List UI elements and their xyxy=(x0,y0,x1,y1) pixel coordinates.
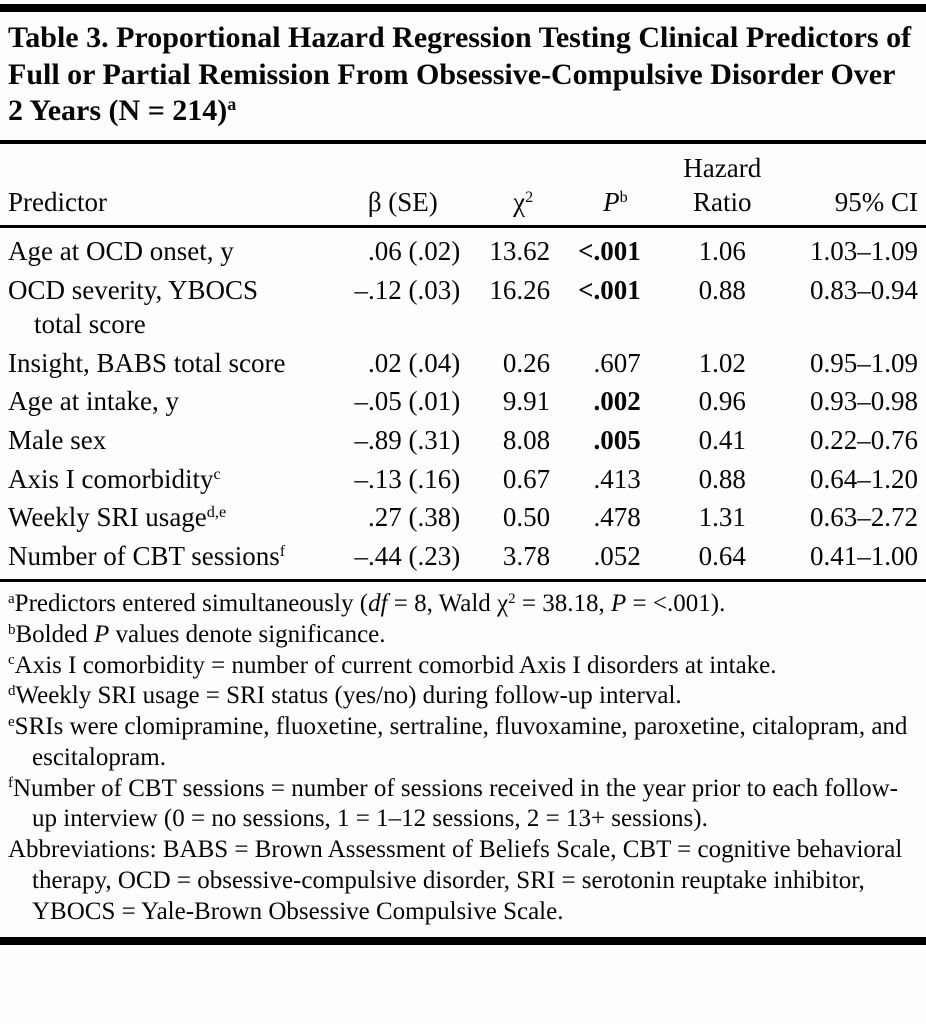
footnote: $^e$SRIs were clomipramine, fluoxetine, sertraline, fluvoxamine, paroxetine, citalopram, and escitalopram. xyxy=(8,713,908,771)
cell-beta-se: –.44 (.23) xyxy=(354,540,461,571)
cell-predictor: Male sex xyxy=(8,425,107,456)
cell-hazard-ratio: 0.41 xyxy=(698,425,746,456)
footnote-marker: b xyxy=(8,621,16,638)
cell-chi-square: 0.26 xyxy=(502,347,551,378)
cell-beta-se: –.13 (.16) xyxy=(354,463,461,494)
footnotes-section xyxy=(0,582,926,937)
cell-chi-square: 13.62 xyxy=(489,236,551,267)
table-row xyxy=(0,271,926,344)
cell-predictor: Axis I comorbidity$^c$ xyxy=(8,463,221,494)
cell-hazard-ratio: 1.31 xyxy=(698,502,746,533)
footnote-marker: e xyxy=(8,713,15,730)
cell-p-value: .002 xyxy=(593,386,641,417)
cell-beta-se: .02 (.04) xyxy=(368,347,461,378)
table-row xyxy=(0,227,926,271)
cell-ci: 0.83–0.94 xyxy=(810,274,918,305)
footnote: $^c$Axis I comorbidity = number of current comorbid Axis I disorders at intake. xyxy=(8,651,777,679)
table-row xyxy=(0,344,926,383)
cell-hazard-ratio: 0.88 xyxy=(698,463,746,494)
footnote: $^b$Bolded P values denote significance. xyxy=(8,620,386,648)
cell-predictor: Insight, BABS total score xyxy=(8,347,286,378)
table-row xyxy=(0,421,926,460)
cell-predictor: OCD severity, YBOCS total score xyxy=(0,271,333,344)
footnote: $^a$Predictors entered simultaneously (df = 8, Wald $\chi^2 = 38.18$, P = <.001). xyxy=(8,590,726,618)
cell-beta-se: –.12 (.03) xyxy=(354,274,461,305)
table-body xyxy=(0,227,926,579)
cell-beta-se: .06 (.02) xyxy=(368,236,461,267)
table-row xyxy=(0,460,926,499)
cell-predictor: Weekly SRI usage$^{d,e}$ xyxy=(8,502,227,533)
cell-ci: 0.64–1.20 xyxy=(810,463,918,494)
table-row xyxy=(0,537,926,580)
table-title xyxy=(0,20,926,130)
predictor-footnote-marker: d,e xyxy=(206,503,227,522)
footnote-marker: a xyxy=(8,590,15,607)
footnote-marker: c xyxy=(8,652,15,669)
cell-p-value: .005 xyxy=(593,425,641,456)
cell-chi-square: 8.08 xyxy=(502,425,551,456)
footnote-marker: f xyxy=(8,775,13,792)
cell-hazard-ratio: 1.06 xyxy=(698,236,746,267)
header-predictor: Predictor xyxy=(0,144,333,227)
top-border xyxy=(0,4,926,12)
cell-predictor: Number of CBT sessions$^f$ xyxy=(8,540,286,571)
footnote-marker: d xyxy=(8,683,16,700)
cell-predictor: Age at intake, y xyxy=(8,386,179,417)
header-hazard-ratio: Hazard Ratio xyxy=(667,144,778,227)
cell-chi-square: 3.78 xyxy=(502,540,551,571)
predictor-second-line: total score xyxy=(34,309,146,340)
cell-ci: 0.95–1.09 xyxy=(810,347,918,378)
cell-chi-square: 16.26 xyxy=(489,274,551,305)
predictor-footnote-marker: c xyxy=(213,464,221,483)
cell-p-value: <.001 xyxy=(578,274,641,305)
cell-chi-square: 0.67 xyxy=(502,463,551,494)
table-title-footnote-marker: a xyxy=(227,94,237,115)
table-header-row xyxy=(0,144,926,227)
cell-hazard-ratio: 0.88 xyxy=(698,274,746,305)
header-ci: 95% CI xyxy=(778,144,926,227)
footnote: Abbreviations: BABS = Brown Assessment of Beliefs Scale, CBT = cognitive behavioral therapy, OCD = obsessive-compulsive disorder, SRI = serotonin reuptake inhibitor, YBOCS = Yale-Brown Obsessive Compulsive Scale. xyxy=(8,836,903,925)
table-row xyxy=(0,382,926,421)
bottom-border xyxy=(0,937,926,945)
cell-ci: 0.22–0.76 xyxy=(810,425,918,456)
cell-ci: 0.93–0.98 xyxy=(810,386,918,417)
footnote: $^d$Weekly SRI usage = SRI status (yes/no) during follow-up interval. xyxy=(8,682,682,710)
cell-hazard-ratio: 0.64 xyxy=(698,540,746,571)
cell-hazard-ratio: 0.96 xyxy=(698,386,746,417)
cell-p-value: .413 xyxy=(593,463,641,494)
cell-beta-se: –.89 (.31) xyxy=(354,425,461,456)
table-row xyxy=(0,498,926,537)
cell-predictor: Age at OCD onset, y xyxy=(8,236,234,267)
header-p-value: $P^b$ xyxy=(574,144,667,227)
cell-ci: 1.03–1.09 xyxy=(810,236,918,267)
cell-beta-se: .27 (.38) xyxy=(368,502,461,533)
table-title-text: Table 3. Proportional Hazard Regression Testing Clinical Predictors of Full or Partial Remission From Obsessive-Compulsive Disorder Over 2 Years (N = 214) xyxy=(8,21,912,128)
cell-p-value: <.001 xyxy=(578,236,641,267)
regression-table xyxy=(0,144,926,579)
cell-p-value: .607 xyxy=(593,347,641,378)
cell-ci: 0.63–2.72 xyxy=(810,502,918,533)
cell-beta-se: –.05 (.01) xyxy=(354,386,461,417)
cell-ci: 0.41–1.00 xyxy=(810,540,918,571)
header-beta-se: β (SE) xyxy=(333,144,472,227)
cell-chi-square: 9.91 xyxy=(502,386,551,417)
header-chi-square: $\chi^2$ xyxy=(472,144,574,227)
cell-hazard-ratio: 1.02 xyxy=(698,347,746,378)
cell-p-value: .052 xyxy=(593,540,641,571)
cell-p-value: .478 xyxy=(593,502,641,533)
cell-chi-square: 0.50 xyxy=(502,502,551,533)
predictor-footnote-marker: f xyxy=(279,541,286,560)
footnote: $^f$Number of CBT sessions = number of sessions received in the year prior to each follow-up interview (0 = no sessions, 1 = 1–12 sessions, 2 = 13+ sessions). xyxy=(8,774,898,833)
